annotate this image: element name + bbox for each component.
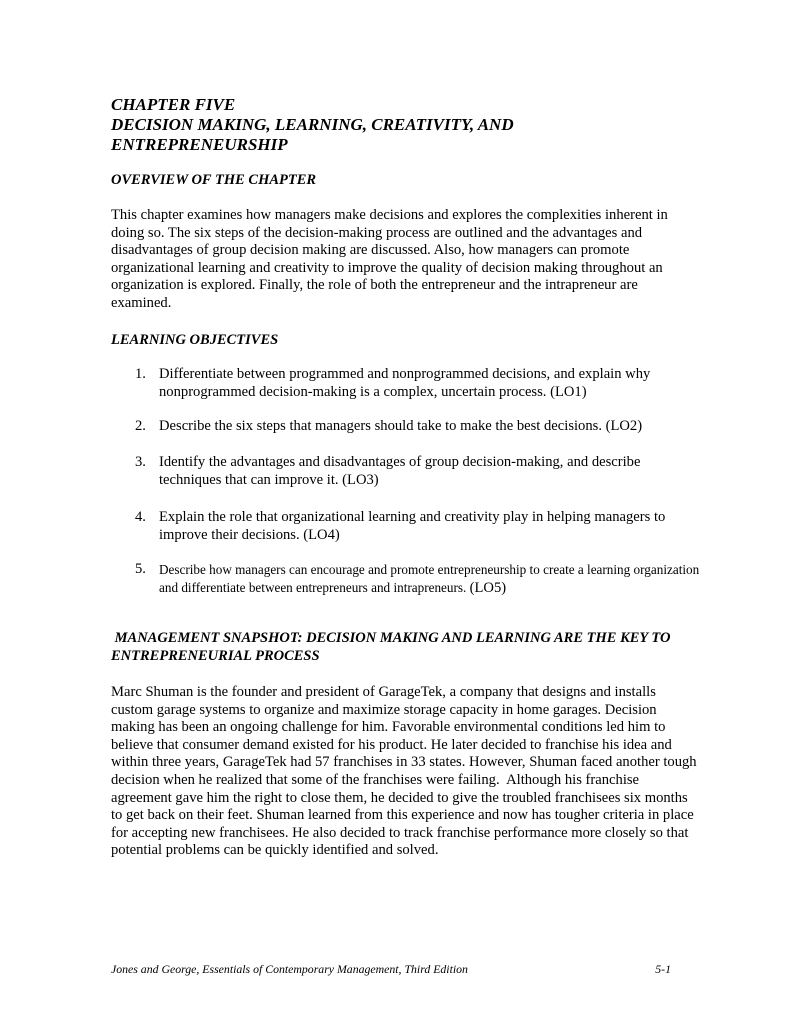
objective-number: 4. xyxy=(135,509,146,525)
objective-number: 2. xyxy=(135,418,146,434)
page-number: 5-1 xyxy=(655,962,671,976)
objective-text: Differentiate between programmed and nonprogrammed decisions, and explain why nonprogrammed decision-making is a complex, uncertain process. (LO1) xyxy=(159,366,651,400)
objective-body: Describe how managers can encourage and promote entrepreneurship to create a learning organization and differentiate between entrepreneurs and intrapreneurs. xyxy=(159,562,700,595)
objective-number: 3. xyxy=(135,454,146,470)
chapter-number: CHAPTER FIVE xyxy=(111,95,236,114)
overview-heading: OVERVIEW OF THE CHAPTER xyxy=(111,172,317,188)
objective-text xyxy=(159,561,704,597)
chapter-title xyxy=(111,95,691,155)
chapter-title-line-1: DECISION MAKING, LEARNING, CREATIVITY, AND xyxy=(111,115,514,134)
snapshot-heading: MANAGEMENT SNAPSHOT: DECISION MAKING AND LEARNING ARE THE KEY TO ENTREPRENEURIAL PROCESS xyxy=(111,630,675,664)
objective-code: (LO5) xyxy=(469,579,507,596)
objective-number: 1. xyxy=(135,366,146,382)
objective-number: 5. xyxy=(135,561,146,577)
snapshot-paragraph: Marc Shuman is the founder and president of GarageTek, a company that designs and installs custom garage systems to organize and maximize storage capacity in home garages. Decision making has been an ongoing challenge for him. Favorable environmental conditions led him to believe that consumer demand existed for his product. He later decided to franchise his idea and within three years, GarageTek had 57 franchises in 33 states. However, Shuman faced another tough decision when he realized that some of the franchises were failing. Although his franchise agreement gave him the right to close them, he decided to give the troubled franchisees six months to get back on their feet. Shuman learned from this experience and now has tougher criteria in place for accepting new franchisees. He also decided to track franchise performance more closely so that potential problems can be quickly identified and solved. xyxy=(111,684,701,859)
overview-paragraph: This chapter examines how managers make decisions and explores the complexities inherent in doing so. The six steps of the decision-making process are outlined and the advantages and disadvantages of group decision making are discussed. Also, how managers can promote organizational learning and creativity to improve the quality of decision making throughout an organization is explored. Finally, the role of both the entrepreneur and the intrapreneur are examined. xyxy=(111,207,668,311)
objective-text: Explain the role that organizational learning and creativity play in helping managers to improve their decisions. (LO4) xyxy=(159,509,666,543)
chapter-title-line-2: ENTREPRENEURSHIP xyxy=(111,135,288,154)
footer-citation: Jones and George, Essentials of Contemporary Management, Third Edition xyxy=(111,962,468,976)
objective-text: Describe the six steps that managers should take to make the best decisions. (LO2) xyxy=(159,418,643,434)
objective-text: Identify the advantages and disadvantages of group decision-making, and describe techniques that can improve it. (LO3) xyxy=(159,454,641,488)
objectives-heading: LEARNING OBJECTIVES xyxy=(111,332,279,348)
